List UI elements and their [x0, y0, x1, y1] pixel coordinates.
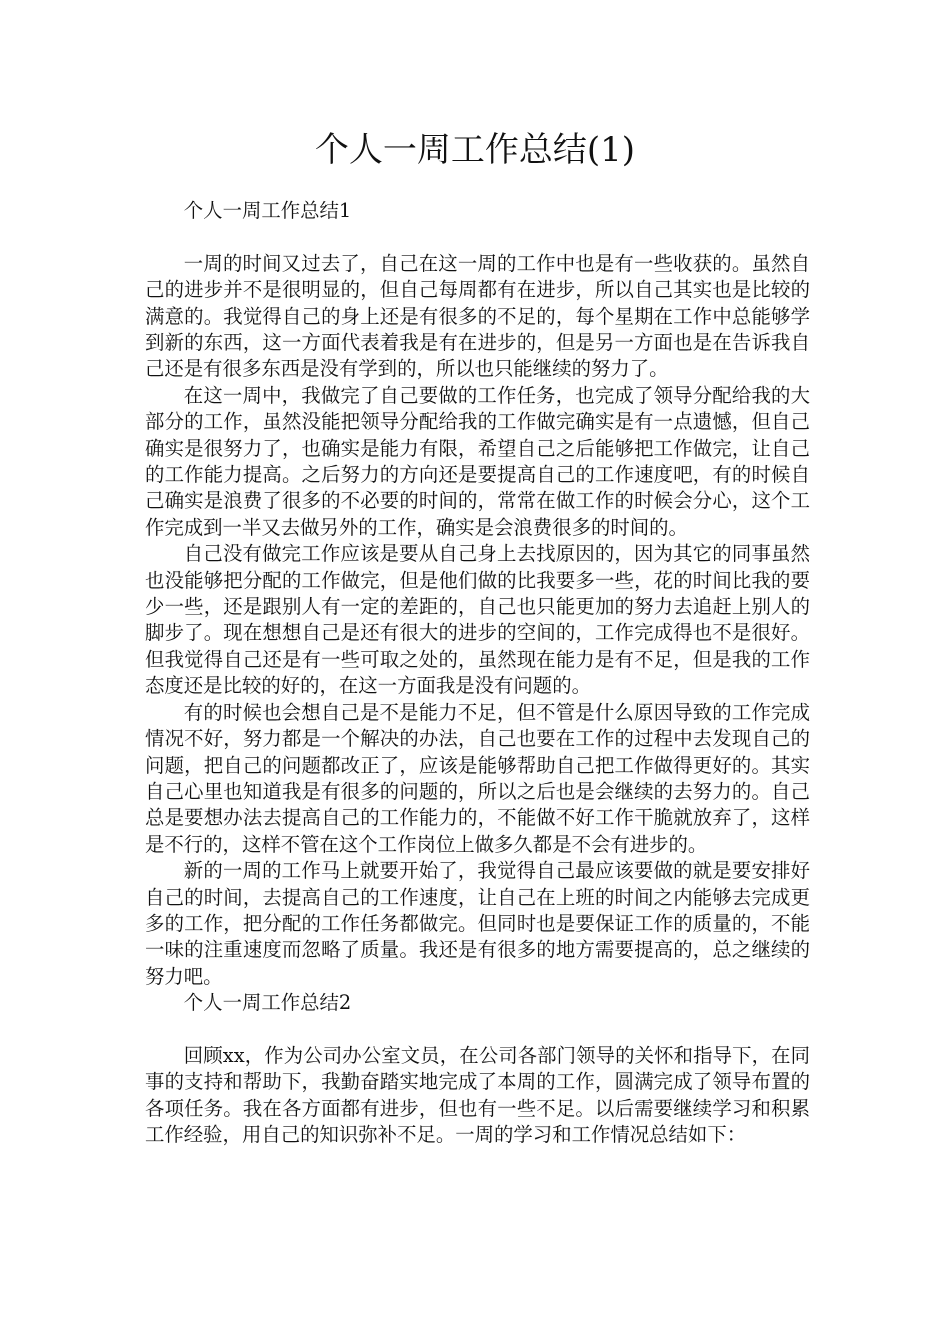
section-heading-2: 个人一周工作总结2: [183, 991, 352, 1015]
section-heading-1: 个人一周工作总结1: [183, 199, 352, 222]
paragraph: 新的一周的工作马上就要开始了，我觉得自己最应该要做的就是要安排好自己的时间，去提高自己的工作速度，让自己在上班的时间之内能够去完成更多的工作，把分配的工作任务都做完。但同时也是要保证工作的质量的，不能一味的注重速度而忽略了质量。我还是有很多的地方需要提高的，总之继续的努力吧。: [145, 859, 810, 988]
document-body: [145, 198, 810, 1149]
paragraph: 有的时候也会想自己是不是能力不足，但不管是什么原因导致的工作完成情况不好，努力都是一个解决的办法，自己也要在工作的过程中去发现自己的问题，把自己的问题都改正了，应该是能够帮助自己把工作做得更好的。其实自己心里也知道我是有很多的问题的，所以之后也是会继续的去努力的。自己总是要想办法去提高自己的工作能力的，不能做不好工作干脆就放弃了，这样是不行的，这样不管在这个工作岗位上做多久都是不会有进步的。: [145, 700, 810, 856]
paragraph: 一周的时间又过去了，自己在这一周的工作中也是有一些收获的。虽然自己的进步并不是很明显的，但自己每周都有在进步，所以自己其实也是比较的满意的。我觉得自己的身上还是有很多的不足的，每个星期在工作中总能够学到新的东西，这一方面代表着我是有在进步的，但是另一方面也是在告诉我自己还是有很多东西是没有学到的，所以也只能继续的努力了。: [145, 251, 810, 381]
blank-line: [145, 224, 810, 250]
document-title: 个人一周工作总结(1): [314, 130, 636, 170]
paragraph: 自己没有做完工作应该是要从自己身上去找原因的，因为其它的同事虽然也没能够把分配的工作做完，但是他们做的比我要多一些，花的时间比我的要少一些，还是跟别人有一定的差距的，自己也只能更加的努力去追赶上别人的脚步了。现在想想自己是还有很大的进步的空间的，工作完成得也不是很好。但我觉得自己还是有一些可取之处的，虽然现在能力是有不足，但是我的工作态度还是比较的好的，在这一方面我是没有问题的。: [145, 542, 810, 698]
paragraph: 回顾xx，作为公司办公室文员，在公司各部门领导的关怀和指导下，在同事的支持和帮助下，我勤奋踏实地完成了本周的工作，圆满完成了领导布置的各项任务。我在各方面都有进步，但也有一些不足。以后需要继续学习和积累工作经验，用自己的知识弥补不足。一周的学习和工作情况总结如下：: [145, 1043, 810, 1147]
blank-line: [145, 1017, 810, 1043]
paragraph: 在这一周中，我做完了自己要做的工作任务，也完成了领导分配给我的大部分的工作，虽然没能把领导分配给我的工作做完确实是有一点遗憾，但自己确实是很努力了，也确实是能力有限，希望自己之后能够把工作做完，让自己的工作能力提高。之后努力的方向还是要提高自己的工作速度吧，有的时候自己确实是浪费了很多的不必要的时间的，常常在做工作的时候会分心，这个工作完成到一半又去做另外的工作，确实是会浪费很多的时间的。: [145, 383, 810, 539]
